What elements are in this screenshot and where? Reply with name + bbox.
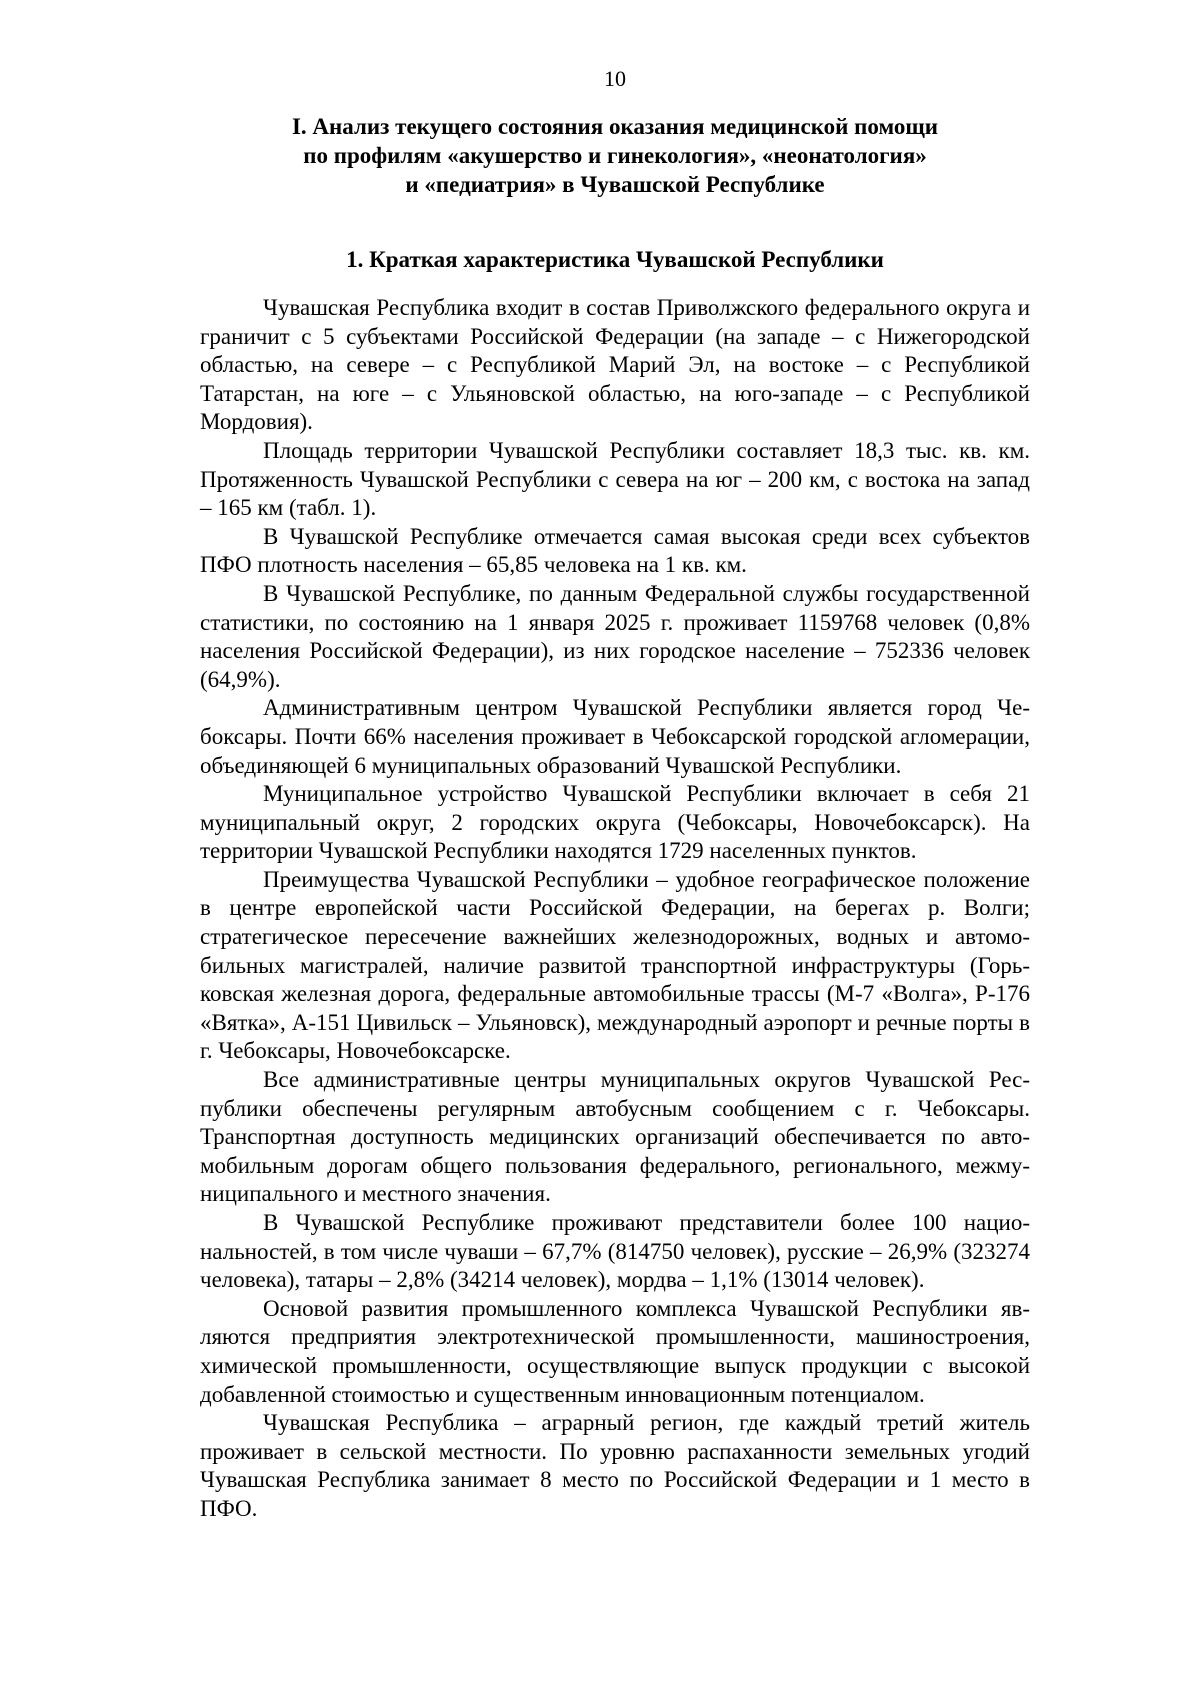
paragraph: Основой развития промышленного комплекса Чувашской Республики являются предприятия электротехнической промышленности, машиностроения, химической промышленности, осуществляющие выпуск продукции с высокой добавленной стоимостью и существенным инновационным потенциалом.: [200, 1295, 1030, 1407]
chapter-heading: [200, 112, 1030, 199]
chapter-heading-line: и «педиатрия» в Чувашской Республике: [405, 172, 825, 197]
paragraph: Муниципальное устройство Чувашской Республики включает в себя 21 муниципальный округ, 2 городских округа (Чебоксары, Новочебоксарск). На территории Чувашской Республики находятся 1729 населенных пунктов.: [200, 781, 1030, 864]
document-page: [200, 66, 1030, 1666]
body-text: [200, 294, 1030, 1524]
page-number: 10: [604, 66, 626, 91]
paragraph: Чувашская Республика – аграрный регион, где каждый третий житель проживает в сельской местности. По уровню распаханности земельных угодий Чувашская Республика занимает 8 место по Российской Федерации и 1 место в ПФО.: [200, 1410, 1030, 1521]
chapter-heading-line: по профилям «акушерство и гинекология», «неонатология»: [303, 143, 927, 168]
paragraph: В Чувашской Республике проживают представители более 100 национальностей, в том числе чуваши – 67,7% (814750 человек), русские – 26,9% (323274 человека), татары – 2,8% (34214 человек), мордва – 1,1% (13014 человек).: [200, 1210, 1030, 1293]
paragraph: В Чувашской Республике отмечается самая высокая среди всех субъектов ПФО плотность населения – 65,85 человека на 1 кв. км.: [200, 523, 1030, 578]
paragraph: Административным центром Чувашской Республики является город Чебоксары. Почти 66% населения проживает в Чебоксарской городской агломерации, объединяющей 6 муниципальных образований Чувашской Республики.: [200, 695, 1030, 778]
paragraph: Чувашская Республика входит в состав Приволжского федерального округа и граничит с 5 субъектами Российской Федерации (на западе – с Нижегородской областью, на севере – с Республикой Марий Эл, на востоке – с Республикой Татарстан, на юге – с Ульяновской областью, на юго-западе – с Республикой Мордовия).: [200, 295, 1030, 435]
paragraph: В Чувашской Республике, по данным Федеральной службы государственной статистики, по состоянию на 1 января 2025 г. проживает 1159768 человек (0,8% населения Российской Федерации), из них городское население – 752336 человек (64,9%).: [200, 580, 1030, 692]
paragraph: Все административные центры муниципальных округов Чувашской Республики обеспечены регулярным автобусным сообщением с г. Чебоксары. Транспортная доступность медицинских организаций обеспечивается по автомобильным дорогам общего пользования федерального, регионального, межмуниципального и местного значения.: [200, 1067, 1030, 1207]
paragraph: Площадь территории Чувашской Республики составляет 18,3 тыс. кв. км. Протяженность Чувашской Республики с севера на юг – 200 км, с востока на запад – 165 км (табл. 1).: [200, 437, 1030, 521]
section-title: 1. Краткая характеристика Чувашской Республики: [346, 247, 884, 272]
chapter-heading-line: I. Анализ текущего состояния оказания медицинской помощи: [291, 114, 939, 139]
paragraph: Преимущества Чувашской Республики – удобное географическое положение в центре европейской части Российской Федерации, на берегах р. Волги; стратегическое пересечение важнейших железнодорожных, водных и автомобильных магистралей, наличие развитой транспортной инфраструктуры (Горьковская железная дорога, федеральные автомобильные трассы (М-7 «Волга», Р-176 «Вятка», А-151 Цивильск – Ульяновск), международный аэропорт и речные порты в г. Чебоксары, Новочебоксарске.: [200, 866, 1030, 1064]
